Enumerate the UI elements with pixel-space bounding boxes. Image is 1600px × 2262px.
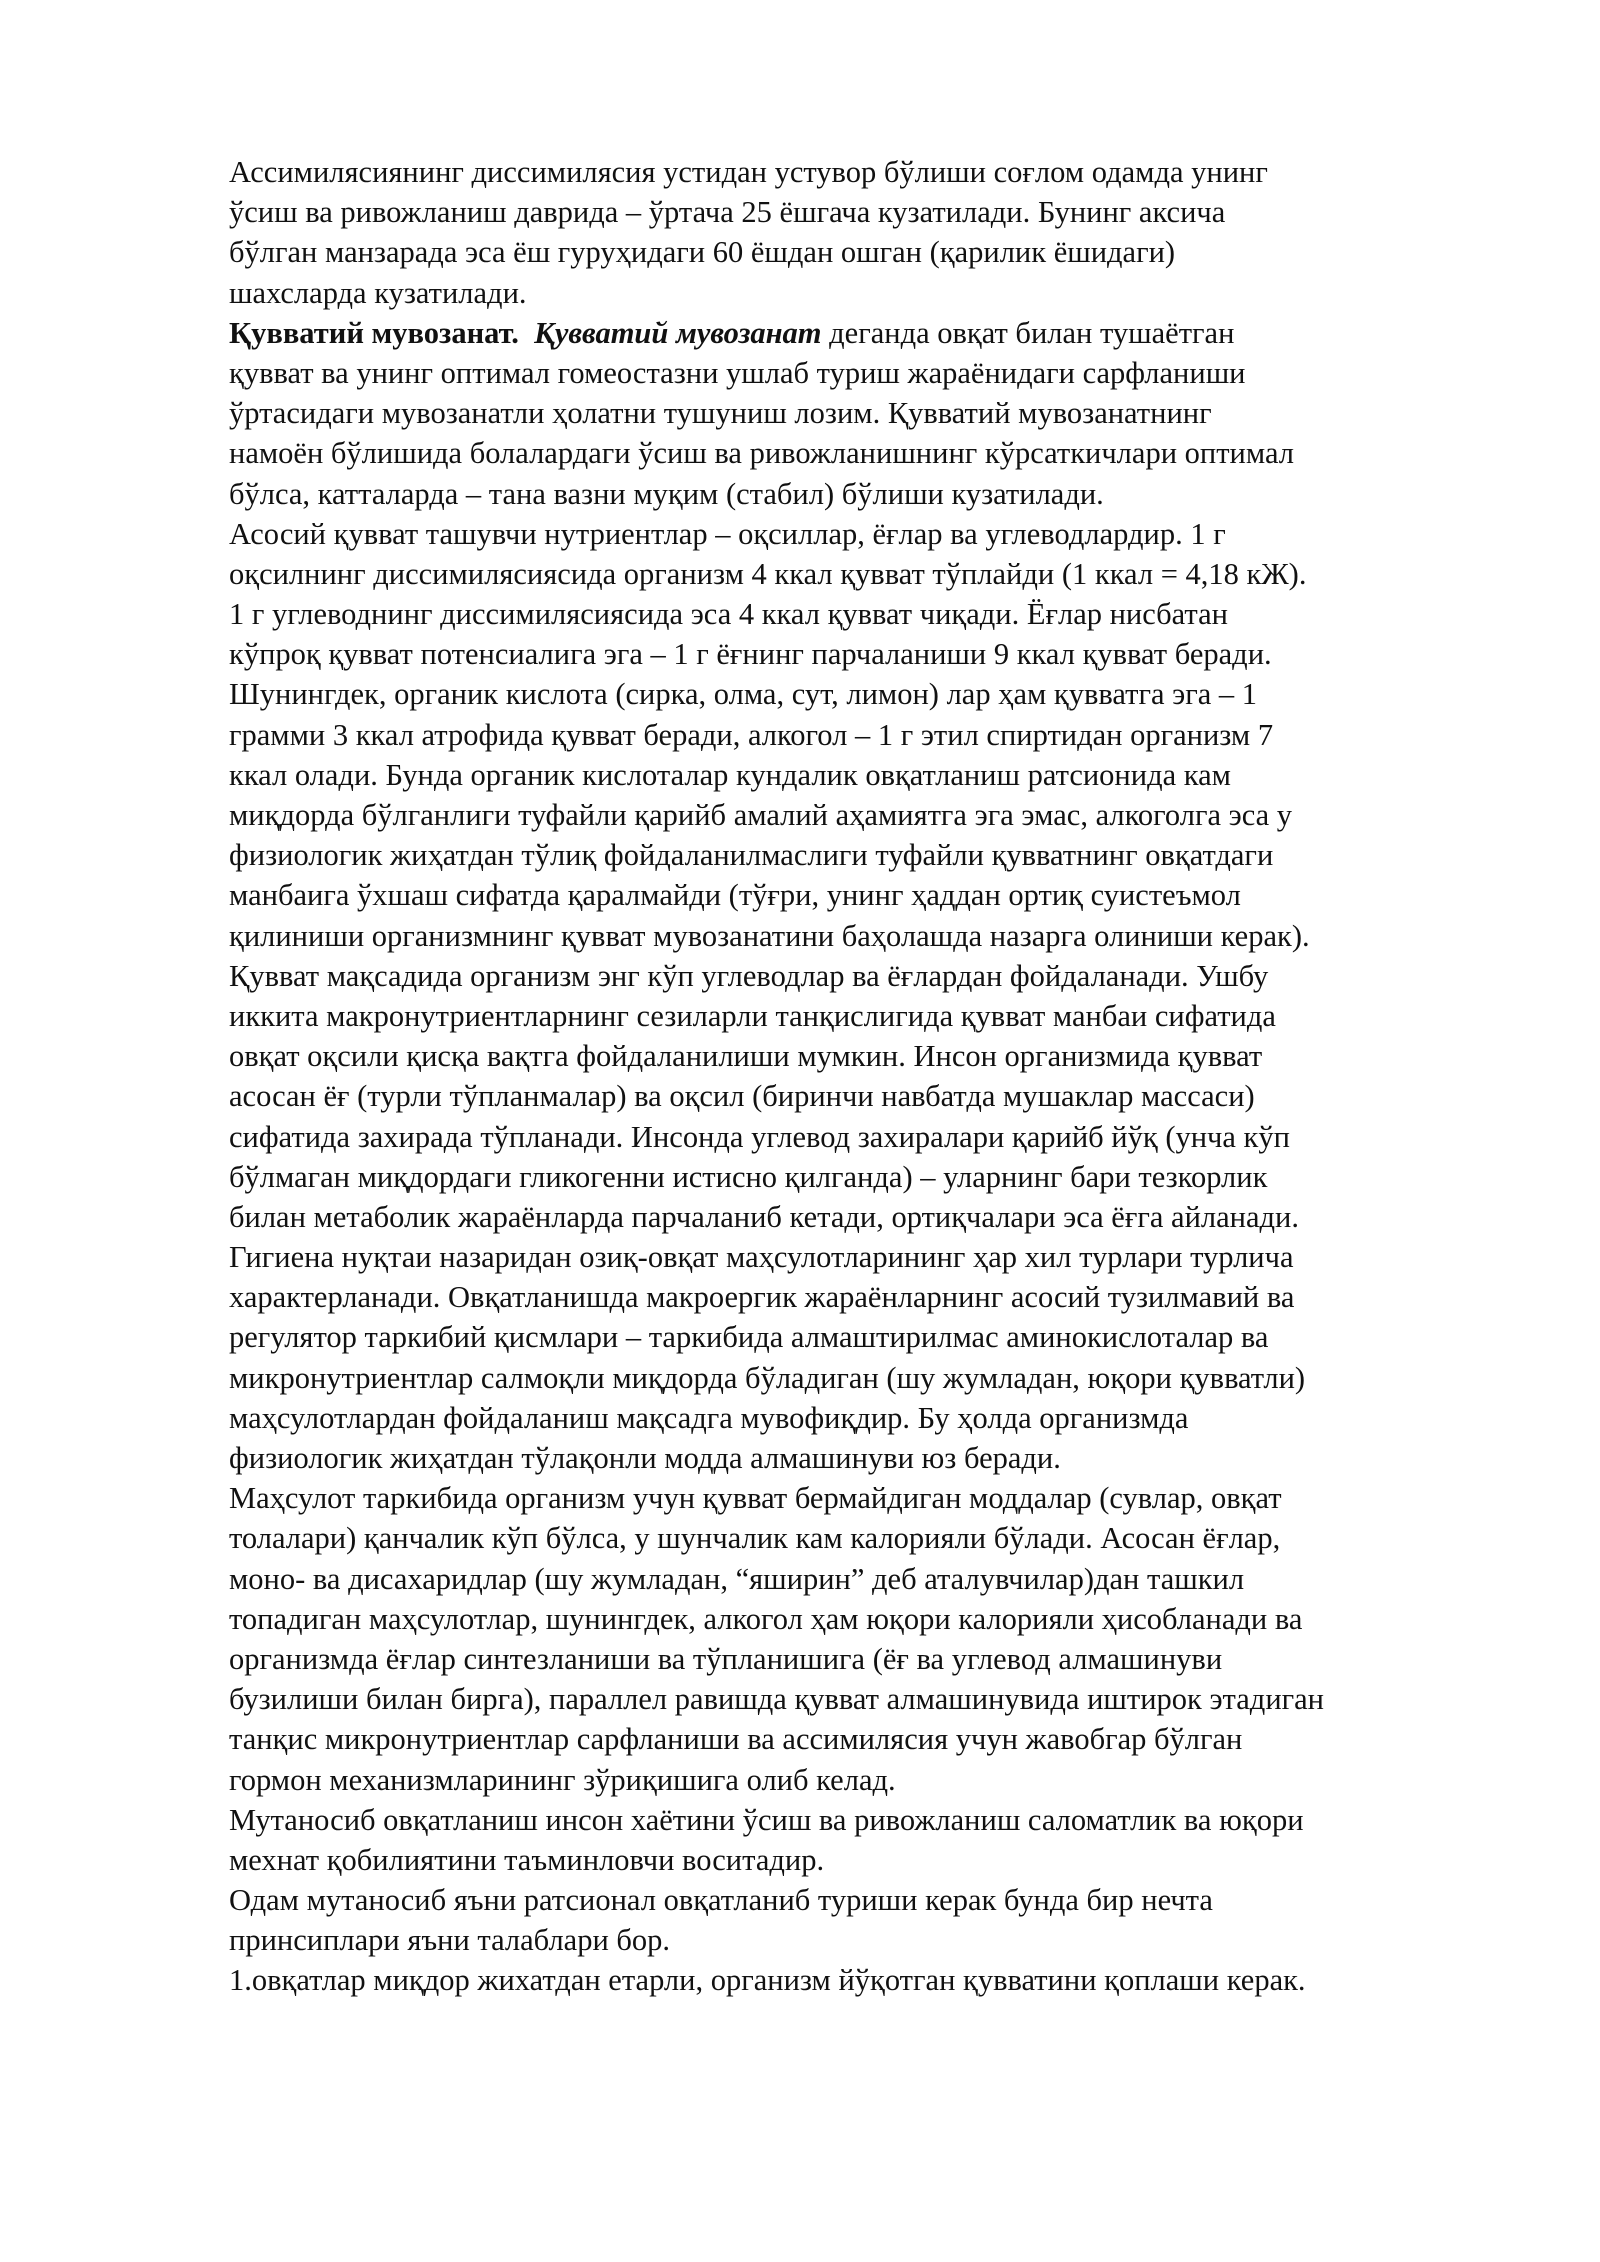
text-line: Гигиена нуқтаи назаридан озиқ-овқат маҳсулотларининг ҳар хил турлари турлича <box>229 1240 1294 1275</box>
text-line: ккал олади. Бунда органик кислоталар кундалик овқатланиш ратсионида кам <box>229 757 1231 792</box>
heading-continuation: деганда овқат билан тушаётган <box>821 315 1235 350</box>
text-line: организмда ёғлар синтезланиши ва тўпланишига (ёғ ва углевод алмашинуви <box>229 1641 1223 1676</box>
text-line: қувват ва унинг оптимал гомеостазни ушлаб туриш жараёнидаги сарфланиши <box>229 355 1246 390</box>
text-line: бузилиши билан бирга), параллел равишда қувват алмашинувида иштирок этадиган <box>229 1682 1325 1717</box>
text-line: гормон механизмларининг зўриқишига олиб келад. <box>229 1762 896 1797</box>
text-line: принсиплари яъни талаблари бор. <box>229 1923 671 1958</box>
text-line: микронутриентлар салмоқли миқдорда бўладиган (шу жумладан, юқори қувватли) <box>229 1360 1306 1395</box>
text-line: физиологик жиҳатдан тўлақонли модда алмашинуви юз беради. <box>229 1441 1061 1475</box>
term-emphasis: Қувватий мувозанат <box>534 315 822 350</box>
text-line: иккита макронутриентларнинг сезиларли танқислигида қувват манбаи сифатида <box>229 998 1276 1033</box>
text-line: асосан ёғ (турли тўпланмалар) ва оқсил (биринчи навбатда мушаклар массаси) <box>229 1079 1255 1114</box>
text-line: манбаига ўхшаш сифатда қаралмайди (тўғри, унинг ҳаддан ортиқ суистеъмол <box>229 878 1241 913</box>
text-line: моно- ва дисахаридлар (шу жумладан, “яширин” деб аталувчилар)дан ташкил <box>229 1561 1245 1596</box>
text-line: регулятор таркибий қисмлари – таркибида алмаштирилмас аминокислоталар ва <box>229 1320 1269 1355</box>
text-line: сифатида захирада тўпланади. Инсонда углевод захиралари қарийб йўқ (унча кўп <box>229 1119 1290 1154</box>
text-line: намоён бўлишида болалардаги ўсиш ва ривожланишнинг кўрсаткичлари оптимал <box>229 436 1294 471</box>
text-line: бўлган манзарада эса ёш гуруҳидаги 60 ёшдан ошган (қарилик ёшидаги) <box>229 235 1176 270</box>
text-line: толалари) қанчалик кўп бўлса, у шунчалик кам калорияли бўлади. Асосан ёғлар, <box>229 1521 1281 1556</box>
text-line: топадиган маҳсулотлар, шунингдек, алкогол ҳам юқори калорияли ҳисобланади ва <box>229 1601 1303 1636</box>
text-line: Мутаносиб овқатланиш инсон хаётини ўсиш ва ривожланиш саломатлик ва юқори <box>229 1802 1304 1837</box>
text-line: 1 г углеводнинг диссимилясиясида эса 4 ккал қувват чиқади. Ёғлар нисбатан <box>229 597 1228 632</box>
text-line: Маҳсулот таркибида организм учун қувват бермайдиган моддалар (сувлар, овқат <box>229 1481 1282 1516</box>
text-line: ўсиш ва ривожланиш даврида – ўртача 25 ёшгача кузатилади. Бунинг аксича <box>229 195 1226 230</box>
text-line: Қувват мақсадида организм энг кўп углеводлар ва ёғлардан фойдаланади. Ушбу <box>229 958 1269 993</box>
text-line: маҳсулотлардан фойдаланиш мақсадга мувофиқдир. Бу ҳолда организмда <box>229 1400 1189 1435</box>
text-line: Ассимилясиянинг диссимилясия устидан устувор бўлиши соғлом одамда унинг <box>229 155 1268 189</box>
text-line: физиологик жиҳатдан тўлиқ фойдаланилмаслиги туфайли қувватнинг овқатдаги <box>229 838 1274 873</box>
text-line: овқат оқсили қисқа вақтга фойдаланилиши мумкин. Инсон организмида қувват <box>229 1039 1263 1074</box>
text-line: шахсларда кузатилади. <box>229 275 527 310</box>
text-line: кўпроқ қувват потенсиалига эга – 1 г ёғнинг парчаланиши 9 ккал қувват беради. <box>229 637 1272 672</box>
text-line: Одам мутаносиб яъни ратсионал овқатланиб туриши керак бунда бир нечта <box>229 1883 1213 1918</box>
text-line: танқис микронутриентлар сарфланиши ва ассимилясия учун жавобгар бўлган <box>229 1722 1243 1757</box>
text-line: Шунингдек, органик кислота (сирка, олма, сут, лимон) лар ҳам қувватга эга – 1 <box>229 677 1258 712</box>
text-line: бўлмаган миқдордаги гликогенни истисно қилганда) – уларнинг бари тезкорлик <box>229 1159 1268 1194</box>
text-line <box>229 2001 1529 2041</box>
text-line: грамми 3 ккал атрофида қувват беради, алкогол – 1 г этил спиртидан организм 7 <box>229 717 1274 752</box>
text-line: билан метаболик жараёнларда парчаланиб кетади, ортиқчалари эса ёғга айланади. <box>229 1199 1299 1234</box>
text-line: 1.овқатлар миқдор жихатдан етарли, организм йўқотган қувватини қоплаши керак. <box>229 1963 1306 1998</box>
text-line: қилиниши организмнинг қувват мувозанатини баҳолашда назарга олиниши керак). <box>229 918 1310 953</box>
section-heading-line <box>229 313 1529 353</box>
text-line: миқдорда бўлганлиги туфайли қарийб амалий аҳамиятга эга эмас, алкоголга эса у <box>229 798 1293 832</box>
text-line: мехнат қобилиятини таъминловчи воситадир. <box>229 1842 825 1877</box>
text-line: характерланади. Овқатланишда макроергик жараёнларнинг асосий тузилмавий ва <box>229 1280 1295 1315</box>
text-line: ўртасидаги мувозанатли ҳолатни тушуниш лозим. Қувватий мувозанатнинг <box>229 396 1212 431</box>
text-line: бўлса, катталарда – тана вазни муқим (стабил) бўлиши кузатилади. <box>229 476 1104 511</box>
document-body <box>229 152 1529 2041</box>
text-line: оқсилнинг диссимилясиясида организм 4 ккал қувват тўплайди (1 ккал = 4,18 кЖ). <box>229 556 1307 591</box>
text-line: Асосий қувват ташувчи нутриентлар – оқсиллар, ёғлар ва углеводлардир. 1 г <box>229 516 1226 551</box>
section-heading: Қувватий мувозанат. <box>229 315 519 350</box>
